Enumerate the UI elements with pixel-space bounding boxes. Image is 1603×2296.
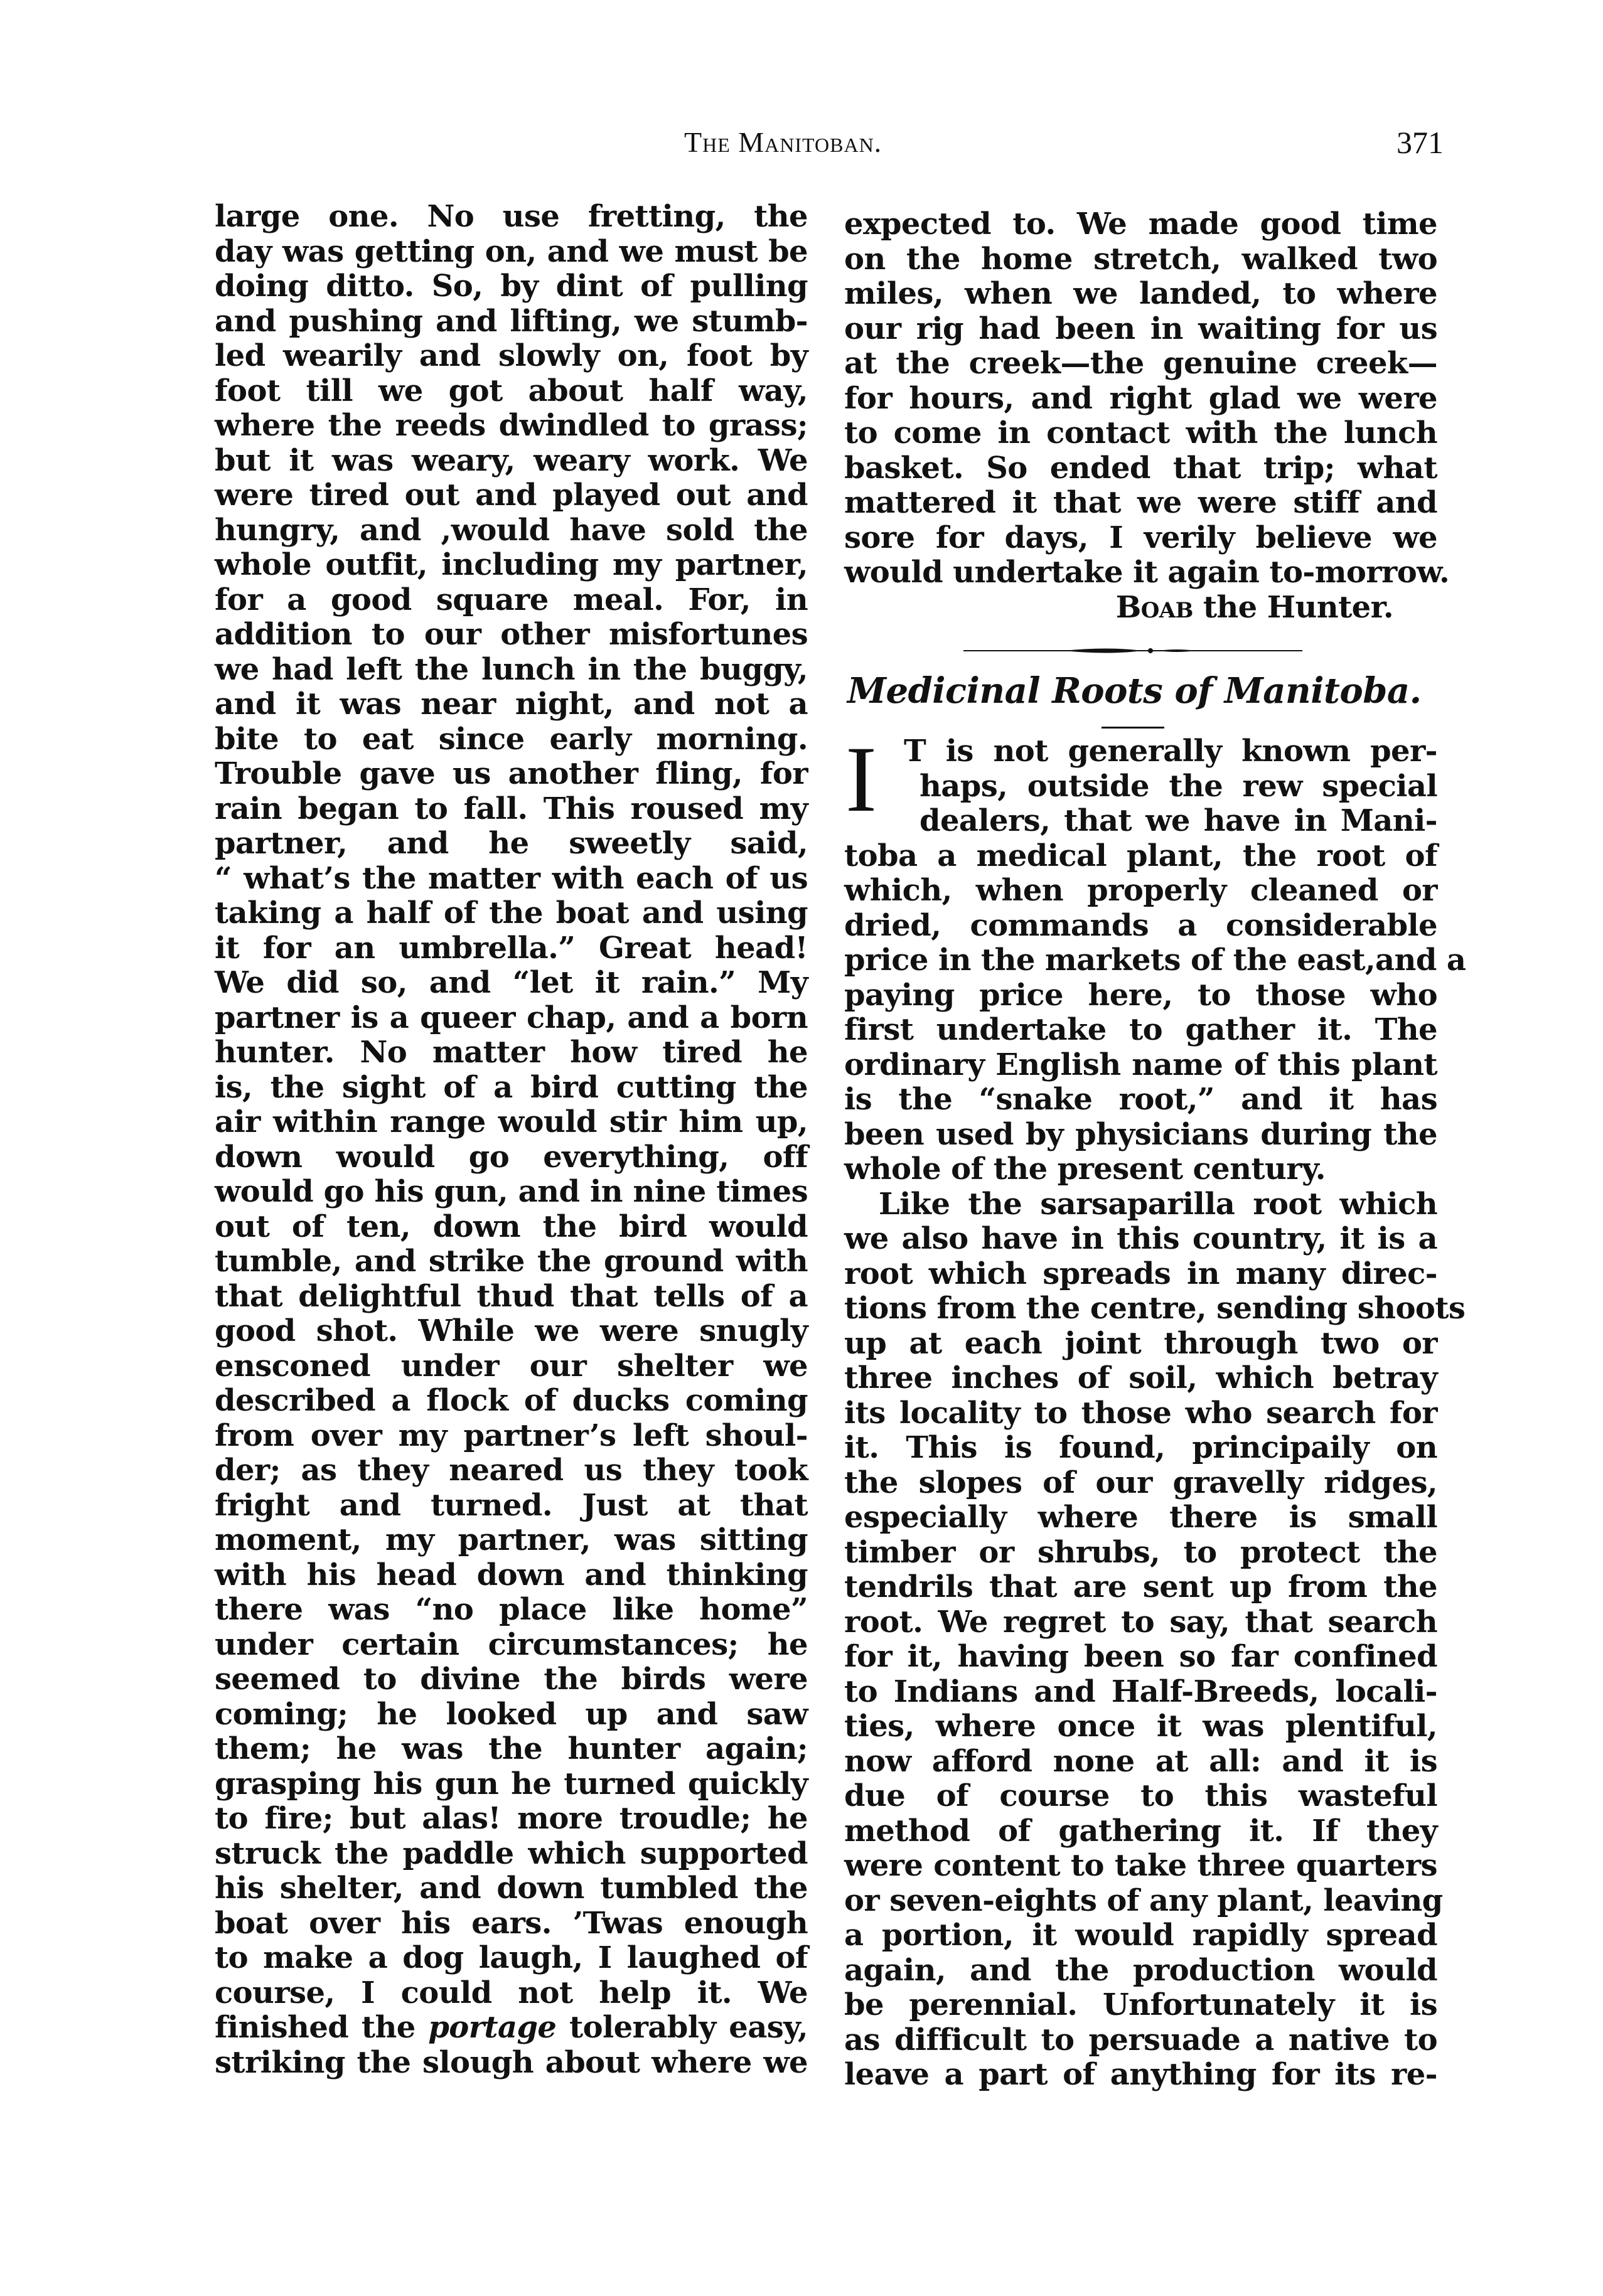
text-line: been used by physicians during the — [844, 1116, 1437, 1152]
text-line: addition to our other misfortunes — [215, 617, 808, 652]
article-title: Medicinal Roots of Manitoba. — [847, 670, 1422, 712]
text-line: where the reeds dwindled to grass; — [215, 408, 808, 443]
text-line: hunter. No matter how tired he — [215, 1035, 808, 1070]
text-line: under certain circumstances; he — [215, 1626, 808, 1662]
text-line: paying price here, to those who — [844, 977, 1437, 1013]
text-line: up at each joint through two or — [844, 1325, 1437, 1361]
text-line: timber or shrubs, to protect the — [844, 1534, 1437, 1570]
text-line: struck the paddle which supported — [215, 1835, 808, 1871]
text-line: is, the sight of a bird cutting the — [215, 1069, 808, 1105]
text-line: striking the slough about where we — [215, 2044, 808, 2080]
text-line: to Indians and Half-Breeds, locali- — [844, 1674, 1437, 1709]
text-line: at the creek—the genuine creek— — [844, 346, 1437, 381]
text-segment: finished the — [215, 2010, 415, 2045]
text-line: with his head down and thinking — [215, 1557, 808, 1593]
text-line: were content to take three quarters — [844, 1848, 1437, 1883]
drop-cap: I — [845, 727, 877, 831]
text-line: down would go everything, off — [215, 1139, 808, 1175]
text-line: We did so, and “let it rain.” My — [215, 965, 808, 1000]
text-line: we had left the lunch in the buggy, — [215, 651, 808, 687]
right-column-continuation — [844, 206, 1450, 625]
text-line: or seven-eights of any plant, leaving — [844, 1882, 1443, 1918]
section-divider-ornament — [963, 646, 1302, 655]
text-line: whole outfit, including my partner, — [215, 547, 808, 582]
text-line: ensconed under our shelter we — [215, 1348, 808, 1384]
page-number: 371 — [1397, 125, 1444, 160]
text-line: taking a half of the boat and using — [215, 895, 808, 931]
text-line: three inches of soil, which betray — [844, 1360, 1437, 1396]
text-line: ties, where once it was plentiful, — [844, 1709, 1437, 1744]
text-line: partner is a queer chap, and a born — [215, 1000, 808, 1035]
text-line: to come in contact with the lunch — [844, 415, 1437, 451]
text-line: out of ten, down the bird would — [215, 1209, 808, 1244]
text-line: seemed to divine the birds were — [215, 1662, 808, 1697]
text-line: our rig had been in waiting for us — [844, 311, 1437, 346]
text-line: tions from the centre, sending shoots — [844, 1291, 1466, 1326]
text-line: is the “snake root,” and it has — [844, 1082, 1437, 1117]
text-line: “ what’s the matter with each of us — [215, 860, 808, 896]
text-line: mattered it that we were stiff and — [844, 485, 1437, 520]
text-line: price in the markets of the east,and a — [844, 942, 1466, 978]
text-line: to fire; but alas! more troudle; he — [215, 1801, 808, 1836]
text-line: now afford none at all: and it is — [844, 1743, 1437, 1779]
text-line: T is not generally known per- — [904, 734, 1437, 769]
text-line: root which spreads in many direc- — [844, 1256, 1437, 1291]
text-line: basket. So ended that trip; what — [844, 450, 1437, 486]
text-line: that delightful thud that tells of a — [215, 1278, 808, 1314]
italic-word: portage — [428, 2010, 557, 2045]
text-line: boat over his ears. ’Twas enough — [215, 1905, 808, 1941]
text-line: would go his gun, and in nine times — [215, 1174, 808, 1209]
text-line: toba a medical plant, the root of — [844, 838, 1437, 873]
text-line: good shot. While we were snugly — [215, 1313, 808, 1348]
text-line: large one. No use fretting, the — [215, 199, 808, 234]
text-line: there was “no place like home” — [215, 1592, 808, 1627]
text-line: ordinary English name of this plant — [844, 1047, 1437, 1082]
text-line: his shelter, and down tumbled the — [215, 1871, 808, 1906]
left-column — [215, 200, 808, 2080]
text-line: would undertake it again to-morrow. — [844, 555, 1450, 590]
text-line: be perennial. Unfortunately it is — [844, 1987, 1437, 2022]
text-line: dried, commands a considerable — [844, 907, 1437, 943]
text-line-with-italic — [215, 2010, 808, 2046]
text-line: which, when properly cleaned or — [844, 873, 1437, 908]
text-line: for hours, and right glad we were — [844, 380, 1437, 416]
text-line: and pushing and lifting, we stumb- — [215, 303, 808, 339]
text-line: sore for days, I verily believe we — [844, 520, 1437, 555]
running-head — [684, 125, 882, 159]
second-paragraph — [844, 1186, 1466, 2093]
text-line: moment, my partner, was sitting — [215, 1522, 808, 1557]
text-line: and it was near night, and not a — [215, 686, 808, 722]
text-line: tumble, and strike the ground with — [215, 1244, 808, 1279]
text-line: hungry, and ,would have sold the — [215, 512, 808, 548]
title-rule — [1102, 727, 1164, 729]
text-line: fright and turned. Just at that — [215, 1487, 808, 1523]
text-line: miles, when we landed, to where — [844, 276, 1437, 311]
text-line: it. This is found, principaily on — [844, 1430, 1437, 1465]
text-line: root. We regret to say, that search — [844, 1604, 1437, 1640]
text-line: haps, outside the rew special — [919, 768, 1437, 804]
text-line: a portion, it would rapidly spread — [844, 1918, 1437, 1953]
text-line: led wearily and slowly on, foot by — [215, 338, 808, 373]
running-head-title: The Manitoban. — [684, 126, 882, 158]
text-line: especially where there is small — [844, 1500, 1437, 1535]
text-line: for a good square meal. For, in — [215, 582, 808, 617]
text-line: Trouble gave us another fling, for — [215, 756, 808, 791]
text-line: doing ditto. So, by dint of pulling — [215, 269, 808, 304]
text-line: expected to. We made good time — [844, 206, 1437, 242]
text-line: course, I could not help it. We — [215, 1975, 808, 2010]
first-paragraph — [844, 727, 1466, 1187]
text-line: to make a dog laugh, I laughed of — [215, 1940, 808, 1975]
text-line: first undertake to gather it. The — [844, 1012, 1437, 1047]
text-line: whole of the present century. — [844, 1151, 1326, 1187]
signature — [844, 590, 1437, 626]
text-segment: tolerably easy, — [569, 2010, 808, 2045]
text-line: due of course to this wasteful — [844, 1778, 1437, 1813]
text-line: coming; he looked up and saw — [215, 1696, 808, 1732]
text-line: on the home stretch, walked two — [844, 241, 1437, 277]
text-line: its locality to those who search for — [844, 1395, 1437, 1431]
text-line: as difficult to persuade a native to — [844, 2022, 1437, 2058]
signature-rest: the Hunter. — [1193, 589, 1393, 625]
text-line: were tired out and played out and — [215, 478, 808, 513]
signature-name: Boab — [1115, 589, 1193, 625]
text-line: from over my partner’s left shoul- — [215, 1418, 808, 1453]
text-line: again, and the production would — [844, 1952, 1437, 1988]
text-line: bite to eat since early morning. — [215, 721, 808, 757]
text-line: leave a part of anything for its re- — [844, 2057, 1437, 2092]
text-line: it for an umbrella.” Great head! — [215, 930, 808, 966]
text-line: them; he was the hunter again; — [215, 1731, 808, 1766]
text-line: but it was weary, weary work. We — [215, 442, 808, 478]
text-line: Like the sarsaparilla root which — [879, 1186, 1437, 1222]
article-body — [844, 727, 1466, 2093]
text-line: dealers, that we have in Mani- — [919, 803, 1437, 838]
text-line: foot till we got about half way, — [215, 373, 808, 408]
text-line: we also have in this country, it is a — [844, 1221, 1437, 1256]
text-line: grasping his gun he turned quickly — [215, 1766, 808, 1802]
text-line: rain began to fall. This roused my — [215, 791, 808, 826]
text-line: air within range would stir him up, — [215, 1104, 808, 1140]
text-line: der; as they neared us they took — [215, 1453, 808, 1488]
text-line: tendrils that are sent up from the — [844, 1569, 1437, 1605]
text-line: for it, having been so far confined — [844, 1639, 1437, 1674]
text-line: described a flock of ducks coming — [215, 1383, 808, 1418]
text-line: method of gathering it. If they — [844, 1813, 1437, 1849]
text-line: the slopes of our gravelly ridges, — [844, 1465, 1437, 1500]
text-line: partner, and he sweetly said, — [215, 826, 808, 861]
text-line: day was getting on, and we must be — [215, 233, 808, 269]
